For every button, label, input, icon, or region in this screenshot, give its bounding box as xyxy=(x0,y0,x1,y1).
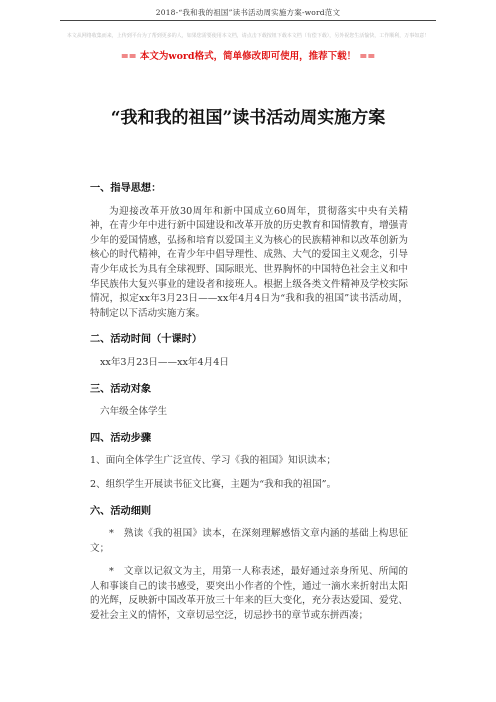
document-body xyxy=(90,181,408,624)
list-item-step-2: 2、组织学生开展读书征文比赛，主题为“我和我的祖国”。 xyxy=(90,478,337,490)
header-divider xyxy=(60,20,436,21)
list-item-rule-1: * 熟读《我的祖国》读本，在深刻理解感悟文章内涵的基础上构思征文； xyxy=(90,528,408,554)
list-item-step-1: 1、面向全体学生广泛宣传、学习《我的祖国》知识读本； xyxy=(90,455,336,467)
section-heading-steps: 四、活动步骤 xyxy=(90,431,152,444)
section-heading-rules: 六、活动细则 xyxy=(90,504,152,517)
paragraph-target: 六年级全体学生 xyxy=(100,406,168,418)
section-heading-target: 三、活动对象 xyxy=(90,382,152,395)
download-banner: == 本文为word格式，简单修改即可使用，推荐下载！ == xyxy=(120,51,376,62)
paragraph-guideline: 为迎接改革开放30周年和新中国成立60周年，贯彻落实中央有关精神，在青少年中进行新中国建设和改革开放的历史教育和国情教育，增强青少年的爱国情感，弘扬和培育以爱国主义为核心的民族精神和以改革创新为核心的时代精神，在青少年中倡导理性、成熟、大气的爱国主义观念，引导青少年成长为具有全球视野、国际眼光、世界胸怀的中国特色社会主义和中华民族伟大复兴事业的建设者和接班人。根据上级各类文件精神及学校实际情况，拟定xx年3月23日——xx年4月4日为“我和我的祖国”读书活动周，特制定以下活动实施方案。 xyxy=(90,205,408,319)
disclaimer-text: 本文从网络收集而来，上传到平台为了帮到更多的人，如果您需要使用本文档，请点击下载按钮下载本文档（有偿下载），另外祝您生活愉快，工作顺利，万事如意！ xyxy=(66,33,430,39)
paragraph-time: xx年3月23日——xx年4月4日 xyxy=(100,356,229,368)
document-title: “我和我的祖国”读书活动周实施方案 xyxy=(110,108,386,128)
list-item-rule-2: * 文章以记叙文为主，用第一人称表述，最好通过亲身所见、所闻的人和事谈自己的读书感受，要突出小作者的个性，通过一滴水来折射出太阳的光辉，反映新中国改革开放三十年来的巨大变化，充分表达爱国、爱党、爱社会主义的情怀，文章切忌空泛，切忌抄书的章节或东拼西凑； xyxy=(90,566,408,622)
section-heading-guideline: 一、指导思想： xyxy=(90,182,162,194)
section-heading-time: 二、活动时间（十课时） xyxy=(90,333,203,346)
running-header: 2018-“我和我的祖国”读书活动周实施方案-word范文 xyxy=(155,8,341,17)
